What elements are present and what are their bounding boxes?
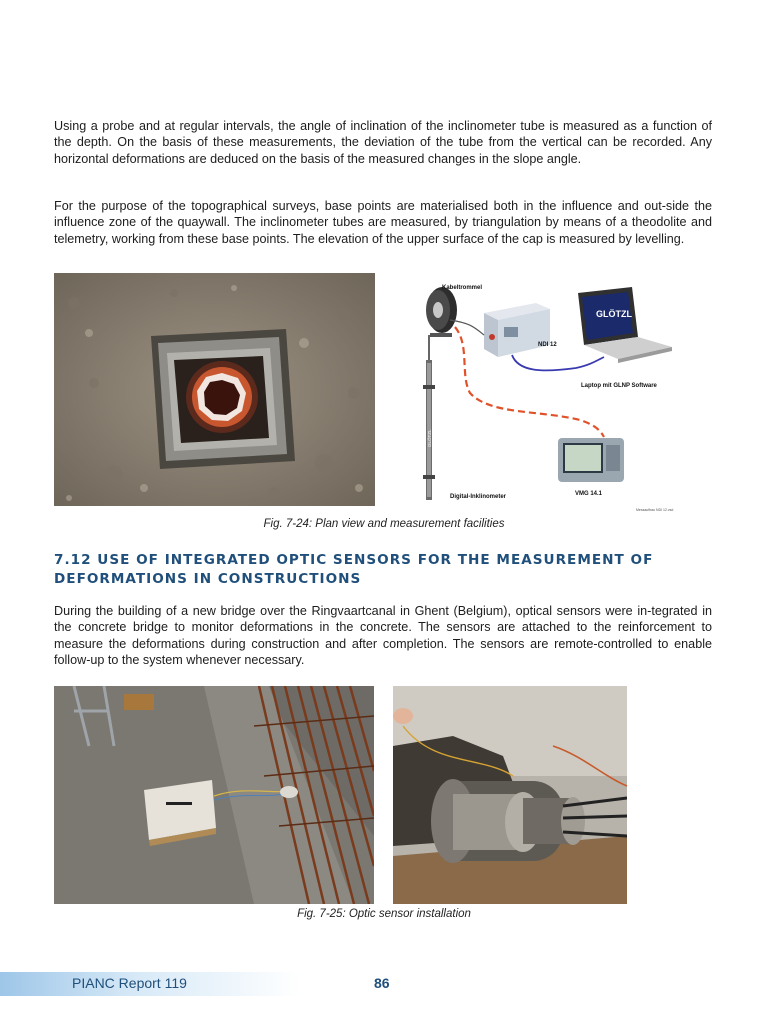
photo-sensor-on-reinforcement xyxy=(393,686,627,904)
section-title-line2: DEFORMATIONS IN CONSTRUCTIONS xyxy=(54,571,362,587)
laptop-screen-brand: GLÖTZL xyxy=(596,309,632,319)
page-number: 86 xyxy=(374,975,390,991)
photo-sensor-box-on-deck xyxy=(54,686,374,904)
paragraph-topographical-surveys: For the purpose of the topographical surveys, base points are materialised both in the influence and out-side the influence zone of the quaywall. The inclinometer tubes are measured, by triangulation by means of a theodolite and telemetry, working from these base points. The elevation of the upper surface of the cap is measured by levelling. xyxy=(54,199,712,246)
section-number: 7.12 xyxy=(54,552,92,568)
diagram-measurement-facilities xyxy=(400,275,680,515)
paragraph-inclinometer: Using a probe and at regular intervals, the angle of inclination of the inclinometer tube is measured as a function of the depth. On the basis of these measurements, the deviation of the tube from the vertical can be recorded. Any horizontal deformations are deduced on the basis of the measured changes in the slope angle. xyxy=(54,119,712,166)
section-heading xyxy=(54,551,714,589)
label-digital-inklinometer: Digital-Inklinometer xyxy=(450,494,507,500)
label-vmg: VMG 14.1 xyxy=(575,491,603,497)
section-title-line1: USE OF INTEGRATED OPTIC SENSORS FOR THE MEASUREMENT OF xyxy=(97,552,654,568)
paragraph-optical-sensors: During the building of a new bridge over the Ringvaartcanal in Ghent (Belgium), optical sensors were in-tegrated in the concrete bridge to monitor deformations in the concrete. The sensors are attached to the reinforcement to measure the deformations during construction and after completion. The sensors are remote-controlled to enable follow-up to the system whenever necessary. xyxy=(54,604,712,668)
probe-brand: GLÖTZL xyxy=(427,429,432,447)
figure-725-caption: Fig. 7-25: Optic sensor installation xyxy=(297,908,471,920)
photo-plan-view-inclinometer-pit xyxy=(54,273,375,506)
vmg-device-icon xyxy=(558,438,624,482)
figure-724-caption: Fig. 7-24: Plan view and measurement facilities xyxy=(263,518,505,530)
label-laptop: Laptop mit GLNP Software xyxy=(581,383,657,389)
label-ndi: NDI 12 xyxy=(538,342,557,348)
footer-report-title: PIANC Report 119 xyxy=(72,975,187,991)
label-cable-drum: Kabeltrommel xyxy=(442,285,483,291)
diagram-credit: Messaufbau NDI 12.vsd xyxy=(636,508,674,512)
